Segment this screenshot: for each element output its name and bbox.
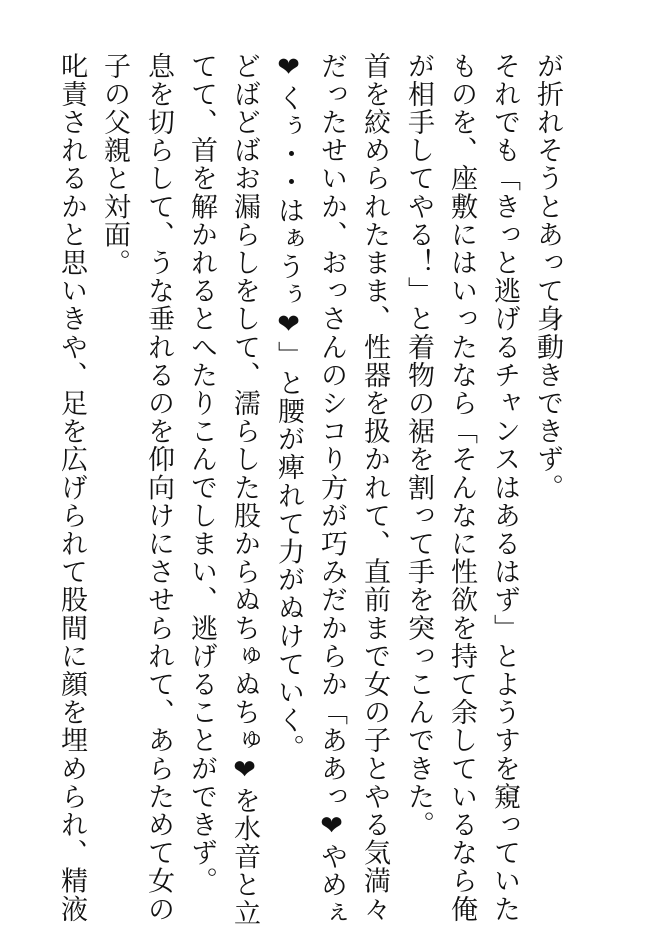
text-line-7: ❤くぅ・・はぁうぅ❤」と腰が痺れて力がぬけていく。 xyxy=(273,52,304,763)
text-line-12: 叱責されるかと思いきや、足を広げられて股間に顔を埋められ、精液 xyxy=(56,52,87,924)
text-line-1: が折れそうとあって身動きできず。 xyxy=(532,52,563,502)
text-line-3: ものを、座敷にはいったなら「そんなに性欲を持て余しているなら俺 xyxy=(446,52,477,924)
text-line-2: それでも「きっと逃げるチャンスはあるはず」とようすを窺っていた xyxy=(489,52,520,924)
text-line-9: てて、首を解かれるとへたりこんでしまい、逃げることができず。 xyxy=(186,52,217,895)
text-line-4: が相手してやる！」と着物の裾を割って手を突っこんできた。 xyxy=(403,52,434,839)
text-line-6: だったせいか、おっさんのシコり方が巧みだからか「ああっ❤やめぇ xyxy=(316,52,347,927)
text-line-8: どばどばお漏らしをして、濡らした股からぬちゅぬちゅ❤を水音と立 xyxy=(229,52,260,927)
text-line-5: 首を絞められたまま、性器を扱かれて、直前まで女の子とやる気満々 xyxy=(359,52,390,924)
text-line-10: 息を切らして、うな垂れるのを仰向けにさせられて、あらためて女の xyxy=(143,52,174,924)
text-line-11: 子の父親と対面。 xyxy=(99,52,130,277)
